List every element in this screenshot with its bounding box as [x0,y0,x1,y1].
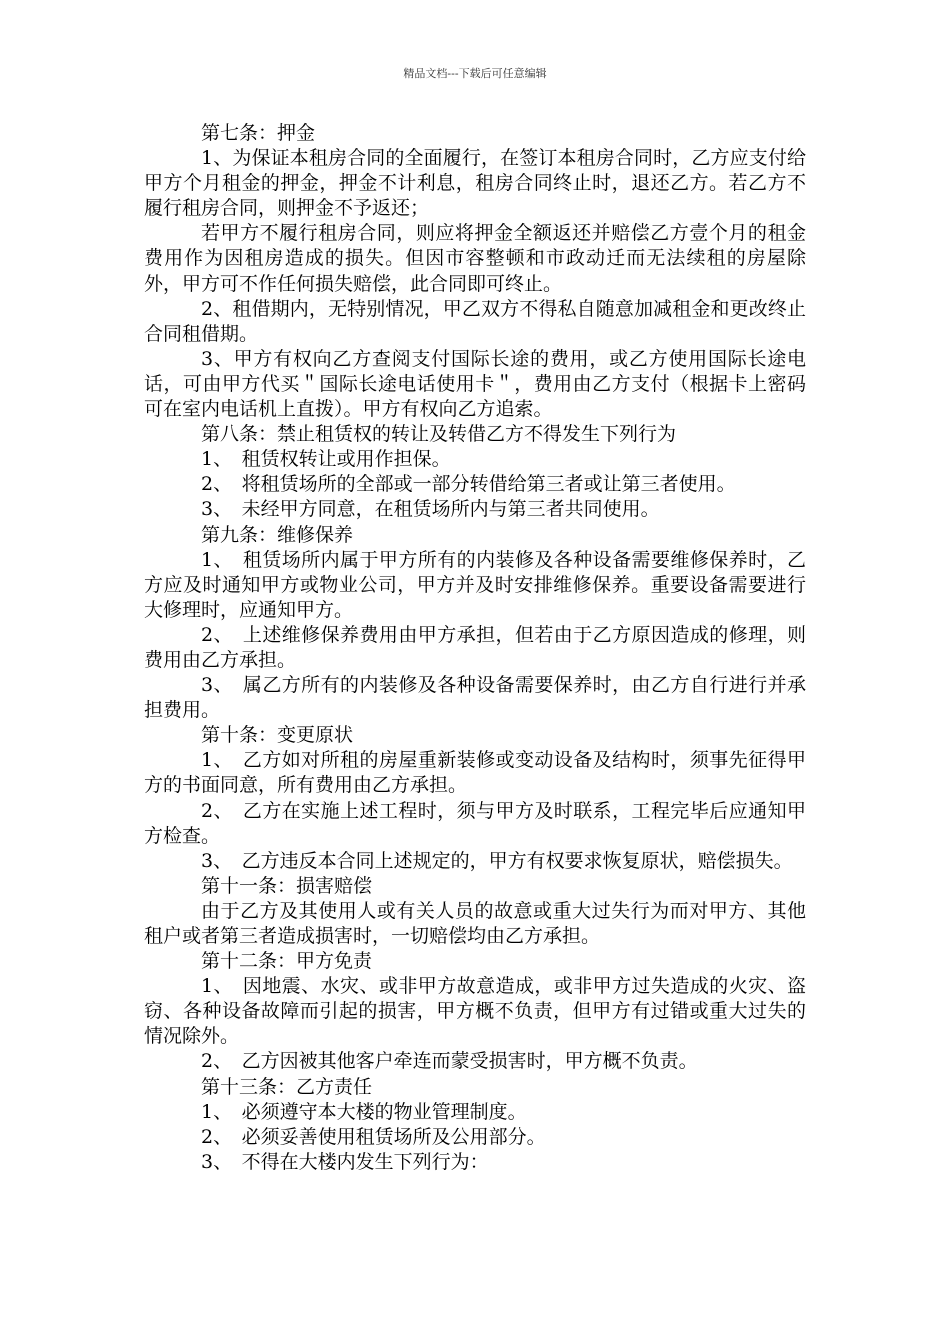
paragraph: 2、 乙方因被其他客户牵连而蒙受损害时，甲方概不负责。 [201,1050,698,1073]
paragraph: 1、 必须遵守本大楼的物业管理制度。 [201,1100,527,1123]
paragraph: 2、租借期内，无特别情况，甲乙双方不得私自随意加减租金和更改终止合同租借期。 [144,297,806,345]
paragraph: 1、 租赁场所内属于甲方所有的内装修及各种设备需要维修保养时，乙方应及时通知甲方或物业公司，甲方并及时安排维修保养。重要设备需要进行大修理时，应通知甲方。 [144,548,806,621]
document-body [144,121,806,1175]
paragraph: 3、甲方有权向乙方查阅支付国际长途的费用，或乙方使用国际长途电话，可由甲方代买＂国际长途电话使用卡＂，费用由乙方支付（根据卡上密码可在室内电话机上直拨）。甲方有权向乙方追索。 [144,347,806,421]
paragraph: 3、 乙方违反本合同上述规定的，甲方有权要求恢复原状，赔偿损失。 [201,849,793,872]
paragraph: 2、 上述维修保养费用由甲方承担，但若由于乙方原因造成的修理，则费用由乙方承担。 [144,623,806,671]
article-13-heading: 第十三条：乙方责任 [201,1075,373,1098]
paragraph: 2、 必须妥善使用租赁场所及公用部分。 [201,1125,546,1148]
paragraph: 由于乙方及其使用人或有关人员的故意或重大过失行为而对甲方、其他租户或者第三者造成损害时，一切赔偿均由乙方承担。 [144,899,806,947]
paragraph: 3、 属乙方所有的内装修及各种设备需要保养时，由乙方自行进行并承担费用。 [144,674,806,722]
article-10-heading: 第十条：变更原状 [201,724,354,747]
article-12-heading: 第十二条：甲方免责 [201,950,373,973]
article-9-heading: 第九条：维修保养 [201,523,354,546]
paragraph: 若甲方不履行租房合同，则应将押金全额返还并赔偿乙方壹个月的租金费用作为因租房造成的损失。但因市容整顿和市政动迁而无法续租的房屋除外，甲方可不作任何损失赔偿，此合同即可终止。 [144,222,806,295]
article-7-heading: 第七条：押金 [201,122,316,144]
paragraph: 3、 不得在大楼内发生下列行为： [201,1150,489,1173]
page-header: 精品文档---下载后可任意编辑 [403,67,547,80]
article-11-heading: 第十一条：损害赔偿 [201,874,373,897]
paragraph: 2、 乙方在实施上述工程时，须与甲方及时联系，工程完毕后应通知甲方检查。 [144,799,806,847]
article-8-heading: 第八条：禁止租赁权的转让及转借乙方不得发生下列行为 [201,423,677,446]
paragraph: 1、 租赁权转让或用作担保。 [201,448,451,471]
paragraph: 1、 乙方如对所租的房屋重新装修或变动设备及结构时，须事先征得甲方的书面同意，所有费用由乙方承担。 [144,749,806,797]
paragraph: 1、为保证本租房合同的全面履行，在签订本租房合同时，乙方应支付给甲方个月租金的押金，押金不计利息，租房合同终止时，退还乙方。若乙方不履行租房合同，则押金不予返还； [144,147,806,220]
paragraph: 3、 未经甲方同意，在租赁场所内与第三者共同使用。 [201,498,660,521]
paragraph: 2、 将租赁场所的全部或一部分转借给第三者或让第三者使用。 [201,473,736,496]
paragraph: 1、 因地震、水灾、或非甲方故意造成，或非甲方过失造成的火灾、盗窃、各种设备故障而引起的损害，甲方概不负责，但甲方有过错或重大过失的情况除外。 [144,975,806,1048]
